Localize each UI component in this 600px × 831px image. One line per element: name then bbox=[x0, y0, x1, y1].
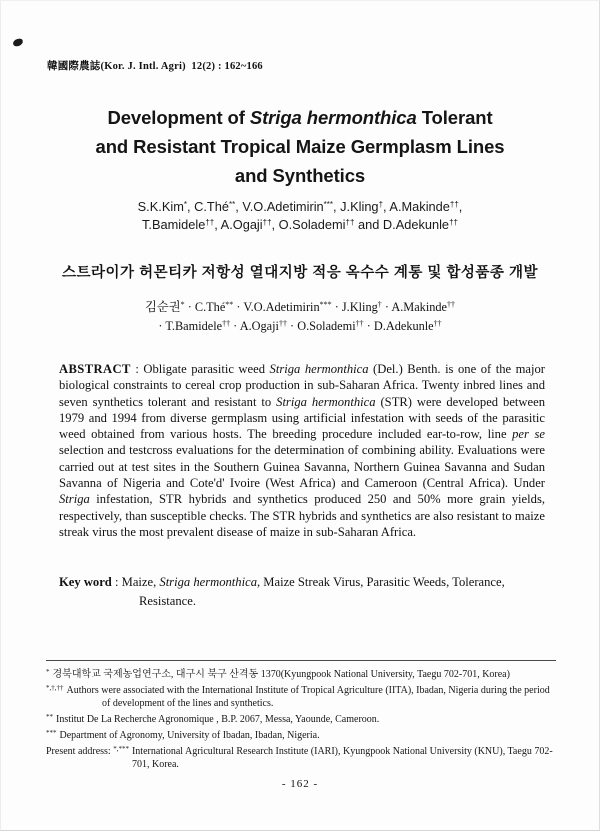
abstract-text: selection and testcross evaluations for the determination of combining ability. Evaluations were carried out at test sites in the Southern Guinea Savanna, Northern Guinea Savanna and Sudan Savanna of Nigeria and Cote'd' Ivoire (West Africa) and Cameroon (Central Africa). Under bbox=[59, 443, 545, 491]
author-name: T.Bamidele bbox=[142, 216, 206, 232]
footnote-marker: *** bbox=[46, 728, 57, 737]
author-name: J.Kling bbox=[340, 199, 379, 214]
title-line-2: and Resistant Tropical Maize Germplasm Lines bbox=[95, 136, 505, 157]
author-separator: , bbox=[187, 199, 195, 214]
abstract-latin-italic: per se bbox=[512, 427, 545, 442]
abstract-text: infestation, STR hybrids and synthetics produced 250 and 50% more grain yields, respectively, than susceptible checks. The STR hybrids and synthetics are also resistant to maize streak virus the most prevalent disease of maize in sub-Saharan Africa. bbox=[59, 492, 545, 539]
author-affiliation-mark: ** bbox=[225, 300, 234, 309]
abstract-text: (Del.) Benth. is one of the major biological constraints to cereal crop production in sub-Saharan Africa. Twenty inbred lines and seven synthetics tolerant and resistant to bbox=[59, 362, 546, 409]
author-affiliation-mark: †† bbox=[222, 318, 231, 328]
footnote-lead: Present address: bbox=[46, 745, 114, 757]
author-separator: , bbox=[383, 199, 390, 214]
author-separator: , bbox=[271, 216, 279, 232]
author-separator: , bbox=[214, 216, 221, 232]
author-affiliation-mark: †† bbox=[278, 318, 287, 328]
author-affiliation-mark: * bbox=[180, 300, 185, 309]
author-affiliation-mark: †† bbox=[262, 217, 272, 227]
footnote-marker: *,*** bbox=[113, 744, 129, 753]
author-separator: and bbox=[354, 216, 383, 232]
author-separator: · bbox=[233, 300, 244, 314]
author-name: D.Adekunle bbox=[373, 318, 434, 333]
author-name: A.Makinde bbox=[391, 300, 447, 314]
abstract-paragraph bbox=[59, 361, 545, 540]
abstract-text: Obligate parasitic weed bbox=[143, 362, 270, 376]
title-line-3: and Synthetics bbox=[234, 165, 366, 186]
author-affiliation-mark: †† bbox=[449, 217, 458, 227]
authors-korean-line-2 bbox=[1, 316, 599, 335]
author-name: A.Makinde bbox=[389, 199, 450, 214]
author-separator: · bbox=[381, 300, 392, 314]
author-name: C.Thé bbox=[194, 300, 226, 314]
abstract-species-italic: Striga hermonthica bbox=[276, 394, 376, 409]
title-species-italic: Striga hermonthica bbox=[249, 107, 417, 128]
author-affiliation-mark: †† bbox=[355, 318, 364, 328]
keywords-text: Maize, bbox=[121, 575, 160, 589]
page-number: - 162 - bbox=[281, 778, 319, 790]
journal-citation: 韓國際農誌(Kor. J. Intl. Agri) 12(2) : 162~166 bbox=[47, 61, 263, 72]
author-separator: , bbox=[333, 199, 341, 214]
author-name: A.Ogaji bbox=[220, 216, 263, 232]
author-name: C.Thé bbox=[194, 199, 229, 214]
keywords-species-italic: Striga hermonthica bbox=[159, 575, 257, 589]
keywords-text: , Maize Streak Virus, Parasitic Weeds, Tolerance, Resistance. bbox=[139, 575, 505, 608]
author-separator: · bbox=[230, 318, 240, 333]
author-affiliation-mark: †† bbox=[433, 318, 442, 328]
author-affiliation-mark: †† bbox=[447, 300, 455, 309]
footnote-divider bbox=[46, 660, 556, 661]
author-affiliation-mark: †† bbox=[205, 217, 215, 227]
authors-english-line-2 bbox=[1, 215, 599, 233]
title-line-1 bbox=[107, 107, 492, 128]
footnote-text: 경북대학교 국제농업연구소, 대구시 북구 산격동 1370(Kyungpook National University, Taegu 702-701, Korea) bbox=[52, 669, 510, 680]
author-separator: · bbox=[363, 318, 374, 333]
author-affiliation-mark: † bbox=[377, 300, 382, 309]
author-separator: · bbox=[184, 300, 195, 314]
author-affiliation-mark: *** bbox=[319, 300, 332, 309]
author-name: S.K.Kim bbox=[137, 199, 184, 214]
author-name: O.Solademi bbox=[278, 216, 346, 232]
author-affiliation-mark: †† bbox=[345, 217, 355, 227]
author-name: A.Ogaji bbox=[239, 318, 279, 333]
author-affiliation-mark: * bbox=[183, 200, 187, 209]
footnote-marker: *,†,†† bbox=[46, 683, 64, 692]
footnote-marker: ** bbox=[46, 713, 53, 722]
author-separator: , bbox=[235, 199, 243, 214]
author-affiliation-mark: *** bbox=[323, 200, 334, 209]
author-name: V.O.Adetimirin bbox=[242, 199, 324, 214]
title-text: Development of bbox=[107, 107, 250, 128]
keywords-line bbox=[59, 573, 545, 611]
authors-korean-line-1 bbox=[1, 297, 599, 316]
author-separator: , bbox=[458, 199, 463, 214]
authors-korean bbox=[1, 297, 599, 334]
author-name: T.Bamidele bbox=[165, 318, 223, 333]
keywords-colon: : bbox=[111, 575, 122, 589]
author-name: J.Kling bbox=[341, 300, 378, 314]
abstract-label: ABSTRACT bbox=[59, 362, 131, 376]
ink-speck bbox=[12, 38, 23, 47]
footnote-row bbox=[46, 727, 558, 743]
footnote-marker: * bbox=[46, 668, 50, 676]
author-separator: · bbox=[331, 300, 342, 314]
abstract-colon: : bbox=[130, 362, 144, 376]
footnotes bbox=[46, 666, 558, 772]
title-text: Tolerant bbox=[416, 107, 493, 128]
footnote-text: International Agricultural Research Institute (IARI), Kyungpook National University (KNU), Taegu 702-701, Korea. bbox=[131, 745, 553, 771]
footnote-text: Institut De La Recherche Agronomique , B.P. 2067, Messa, Yaounde, Cameroon. bbox=[56, 714, 380, 726]
author-name: V.O.Adetimirin bbox=[243, 300, 320, 314]
author-separator: · bbox=[286, 318, 298, 333]
author-affiliation-mark: † bbox=[378, 200, 384, 209]
footnote-text: Department of Agronomy, University of Ibadan, Ibadan, Nigeria. bbox=[59, 729, 320, 741]
abstract-species-italic: Striga bbox=[59, 492, 90, 507]
korean-title: 스트라이가 허몬티카 저항성 열대지방 적응 옥수수 계통 및 합성품종 개발 bbox=[62, 265, 538, 281]
authors-english bbox=[1, 197, 599, 232]
paper-title bbox=[1, 103, 599, 190]
author-name: O.Solademi bbox=[297, 318, 356, 333]
keywords-label: Key word bbox=[59, 575, 112, 589]
author-name: D.Adekunle bbox=[382, 216, 450, 232]
footnote-row bbox=[46, 666, 558, 682]
authors-english-line-1 bbox=[1, 197, 599, 215]
footnote-row bbox=[46, 711, 558, 727]
author-separator: · bbox=[158, 318, 166, 333]
footnote-row bbox=[46, 682, 558, 711]
abstract-species-italic: Striga hermonthica bbox=[269, 362, 369, 376]
footnote-text: Authors were associated with the International Institute of Tropical Agriculture (IITA), Ibadan, Nigeria during the period of development of the lines and synthetics. bbox=[66, 684, 550, 710]
author-affiliation-mark: †† bbox=[449, 200, 459, 209]
author-name: 김순권 bbox=[145, 300, 181, 314]
footnote-row bbox=[46, 743, 558, 772]
abstract-text: (STR) were developed between 1979 and 1994 from diverse germplasm using artificial infestation with seeds of the parasitic weed obtained from various hosts. The breeding procedure included ear-to-row, line bbox=[59, 394, 545, 442]
author-affiliation-mark: ** bbox=[228, 200, 236, 209]
